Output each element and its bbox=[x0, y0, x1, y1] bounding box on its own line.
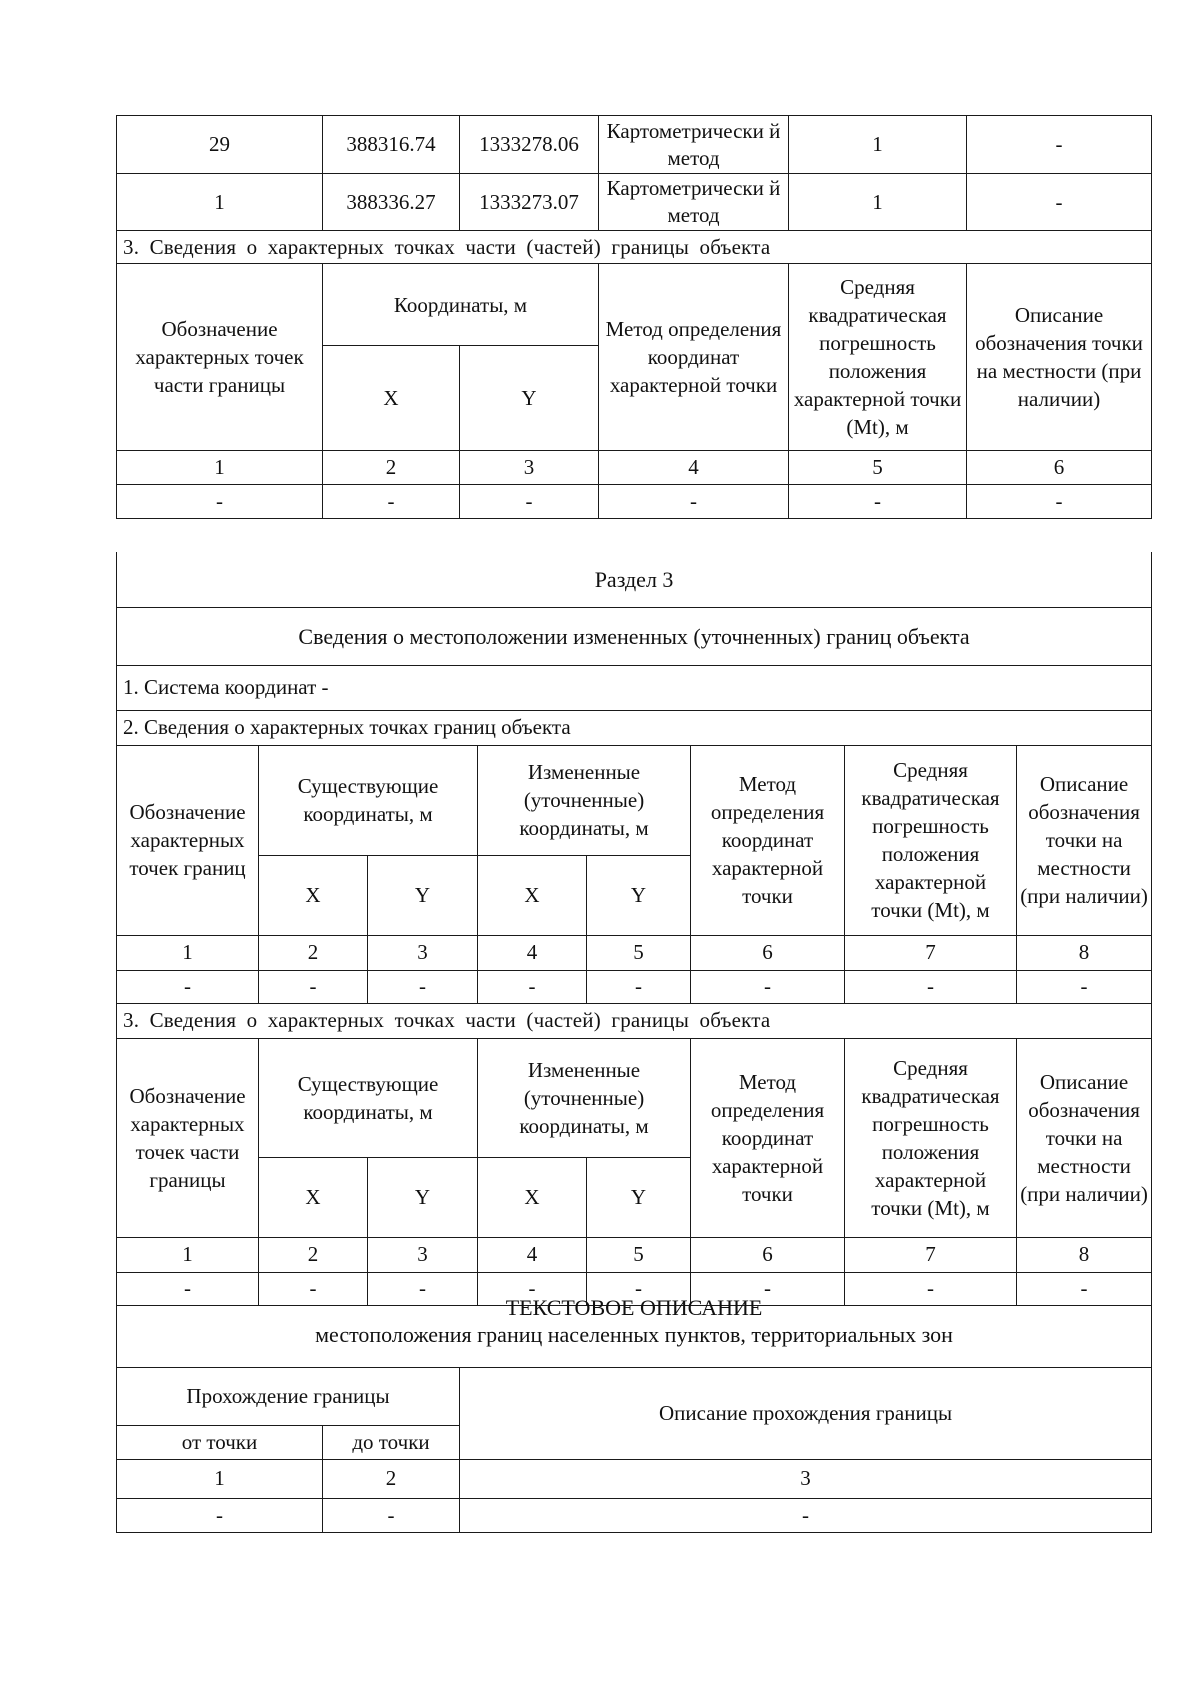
cell-value: - bbox=[117, 970, 259, 1003]
column-number: 6 bbox=[691, 1237, 845, 1272]
text-description-subtitle: местоположения границ населенных пунктов, территориальных зон bbox=[315, 1321, 953, 1347]
table-row bbox=[117, 174, 1152, 231]
header-accuracy: Средняя квадратическая погрешность положения характерной точки (Mt), м bbox=[789, 264, 967, 451]
column-number: 4 bbox=[478, 935, 587, 970]
header-point: Обозначение характерных точек части границы bbox=[117, 264, 323, 451]
table-row bbox=[117, 116, 1152, 174]
table-row bbox=[117, 970, 1152, 1003]
header-x: X bbox=[478, 1157, 587, 1237]
column-number: 1 bbox=[117, 1237, 259, 1272]
subsection-title: 2. Сведения о характерных точках границ объекта bbox=[117, 710, 1152, 745]
header-existing: Существующие координаты, м bbox=[259, 1038, 478, 1157]
cell-value: - bbox=[323, 1498, 460, 1532]
subsection-title-row bbox=[117, 710, 1152, 745]
cell-value: - bbox=[368, 970, 478, 1003]
header-x: X bbox=[478, 855, 587, 935]
cell-value: - bbox=[117, 485, 323, 519]
column-number: 2 bbox=[259, 935, 368, 970]
header-to-point: до точки bbox=[323, 1425, 460, 1459]
column-number: 2 bbox=[323, 1459, 460, 1498]
header-row bbox=[117, 745, 1152, 855]
section-title: Сведения о местоположении измененных (уточненных) границ объекта bbox=[117, 607, 1152, 665]
cell-value: - bbox=[599, 485, 789, 519]
subsection-title: 3. Сведения о характерных точках части (частей) границы объекта bbox=[117, 1003, 1152, 1038]
coord-system: 1. Система координат - bbox=[117, 665, 1152, 710]
column-number: 8 bbox=[1017, 935, 1152, 970]
column-number: 3 bbox=[368, 935, 478, 970]
text-description-table bbox=[116, 1275, 1152, 1533]
section2-table bbox=[116, 115, 1152, 519]
section-label: Раздел 3 bbox=[117, 552, 1152, 607]
cell-value: - bbox=[259, 970, 368, 1003]
column-number: 3 bbox=[460, 1459, 1152, 1498]
section3-block bbox=[116, 552, 1151, 1306]
header-from-point: от точки bbox=[117, 1425, 323, 1459]
point-number: 1 bbox=[117, 174, 323, 231]
header-description: Описание обозначения точки на местности (при наличии) bbox=[1017, 745, 1152, 935]
cell-value: - bbox=[478, 1272, 587, 1305]
header-changed: Измененные (уточненные) координаты, м bbox=[478, 1038, 691, 1157]
subsection-title: 3. Сведения о характерных точках части (частей) границы объекта bbox=[117, 231, 1152, 264]
header-method: Метод определения координат характерной точки bbox=[599, 264, 789, 451]
section2-block bbox=[116, 115, 1151, 519]
cell-value: - bbox=[368, 1272, 478, 1305]
table-row bbox=[117, 1498, 1152, 1532]
column-number: 6 bbox=[967, 451, 1152, 485]
column-number-row bbox=[117, 451, 1152, 485]
column-number: 4 bbox=[478, 1237, 587, 1272]
header-y: Y bbox=[587, 855, 691, 935]
header-accuracy: Средняя квадратическая погрешность положения характерной точки (Mt), м bbox=[845, 1038, 1017, 1237]
column-number: 1 bbox=[117, 1459, 323, 1498]
accuracy: 1 bbox=[789, 174, 967, 231]
cell-value: - bbox=[259, 1272, 368, 1305]
column-number: 7 bbox=[845, 1237, 1017, 1272]
column-number-row bbox=[117, 1459, 1152, 1498]
method: Картометрически й метод bbox=[599, 116, 789, 174]
header-point: Обозначение характерных точек части границы bbox=[117, 1038, 259, 1237]
column-number: 5 bbox=[789, 451, 967, 485]
coord-system-row bbox=[117, 665, 1152, 710]
section-label-row bbox=[117, 552, 1152, 607]
header-y: Y bbox=[460, 346, 599, 451]
column-number: 4 bbox=[599, 451, 789, 485]
column-number: 5 bbox=[587, 1237, 691, 1272]
header-method: Метод определения координат характерной точки bbox=[691, 1038, 845, 1237]
cell-value: - bbox=[1017, 1272, 1152, 1305]
coord-y: 1333273.07 bbox=[460, 174, 599, 231]
column-number: 6 bbox=[691, 935, 845, 970]
cell-value: - bbox=[460, 485, 599, 519]
cell-value: - bbox=[789, 485, 967, 519]
cell-value: - bbox=[323, 485, 460, 519]
section-title-row bbox=[117, 607, 1152, 665]
cell-value: - bbox=[587, 1272, 691, 1305]
cell-value: - bbox=[691, 1272, 845, 1305]
cell-value: - bbox=[845, 970, 1017, 1003]
coord-x: 388316.74 bbox=[323, 116, 460, 174]
point-description: - bbox=[967, 116, 1152, 174]
column-number: 2 bbox=[259, 1237, 368, 1272]
header-x: X bbox=[259, 1157, 368, 1237]
point-description: - bbox=[967, 174, 1152, 231]
column-number: 7 bbox=[845, 935, 1017, 970]
text-description-block bbox=[116, 1275, 1151, 1533]
cell-value: - bbox=[587, 970, 691, 1003]
subsection-title-row bbox=[117, 1003, 1152, 1038]
table-row bbox=[117, 485, 1152, 519]
cell-value: - bbox=[460, 1498, 1152, 1532]
cell-value: - bbox=[117, 1272, 259, 1305]
header-y: Y bbox=[587, 1157, 691, 1237]
coord-x: 388336.27 bbox=[323, 174, 460, 231]
cell-value: - bbox=[845, 1272, 1017, 1305]
column-number: 3 bbox=[368, 1237, 478, 1272]
column-number-row bbox=[117, 935, 1152, 970]
text-description-heading bbox=[117, 1275, 1152, 1367]
header-y: Y bbox=[368, 1157, 478, 1237]
text-description-title: ТЕКСТОВОЕ ОПИСАНИЕ bbox=[505, 1294, 763, 1320]
cell-value: - bbox=[691, 970, 845, 1003]
column-number: 8 bbox=[1017, 1237, 1152, 1272]
point-number: 29 bbox=[117, 116, 323, 174]
header-row bbox=[117, 1367, 1152, 1425]
header-row bbox=[117, 1038, 1152, 1157]
column-number: 2 bbox=[323, 451, 460, 485]
cell-value: - bbox=[478, 970, 587, 1003]
cell-value: - bbox=[967, 485, 1152, 519]
header-passage-description: Описание прохождения границы bbox=[460, 1367, 1152, 1459]
header-x: X bbox=[259, 855, 368, 935]
header-description: Описание обозначения точки на местности (при наличии) bbox=[967, 264, 1152, 451]
header-x: X bbox=[323, 346, 460, 451]
header-row bbox=[117, 264, 1152, 346]
subsection-title-row bbox=[117, 231, 1152, 264]
method: Картометрически й метод bbox=[599, 174, 789, 231]
column-number: 3 bbox=[460, 451, 599, 485]
header-point: Обозначение характерных точек границ bbox=[117, 745, 259, 935]
column-number: 5 bbox=[587, 935, 691, 970]
header-changed: Измененные (уточненные) координаты, м bbox=[478, 745, 691, 855]
column-number: 1 bbox=[117, 451, 323, 485]
header-accuracy: Средняя квадратическая погрешность положения характерной точки (Mt), м bbox=[845, 745, 1017, 935]
column-number: 1 bbox=[117, 935, 259, 970]
header-y: Y bbox=[368, 855, 478, 935]
header-description: Описание обозначения точки на местности (при наличии) bbox=[1017, 1038, 1152, 1237]
text-description-title-row bbox=[117, 1275, 1152, 1367]
header-method: Метод определения координат характерной точки bbox=[691, 745, 845, 935]
section3-table bbox=[116, 552, 1152, 1306]
column-number-row bbox=[117, 1237, 1152, 1272]
header-existing: Существующие координаты, м bbox=[259, 745, 478, 855]
accuracy: 1 bbox=[789, 116, 967, 174]
header-coords: Координаты, м bbox=[323, 264, 599, 346]
cell-value: - bbox=[1017, 970, 1152, 1003]
cell-value: - bbox=[117, 1498, 323, 1532]
coord-y: 1333278.06 bbox=[460, 116, 599, 174]
header-passage: Прохождение границы bbox=[117, 1367, 460, 1425]
